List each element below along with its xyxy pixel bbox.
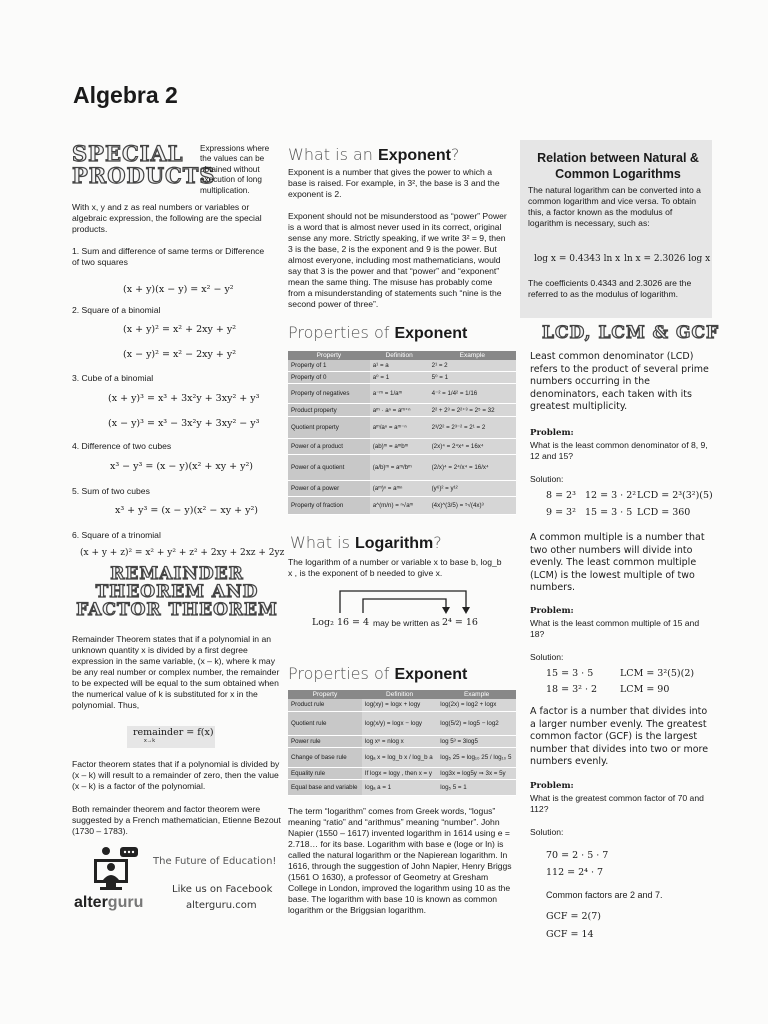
special-item-2-formula-a: (x + y)² = x² + 2xy + y² bbox=[123, 324, 237, 335]
may-be-written-label: may be written as bbox=[373, 618, 440, 628]
website-link[interactable]: alterguru.com bbox=[186, 900, 257, 911]
logarithm-definition: The logarithm of a number or variable x to base b, log_b x , is the exponent of b needed to give x. bbox=[288, 557, 502, 578]
special-item-2-label: 2. Square of a binomial bbox=[72, 305, 161, 315]
table-row: Power rule log xⁿ = nlog x log 5³ = 3log5 bbox=[288, 735, 516, 747]
properties-logarithm-heading: Properties of Exponent bbox=[288, 664, 468, 683]
remainder-theorem-text: Remainder Theorem states that if a polynomial in an unknown quantity x is divided by a first degree expression in the same variable, (x – k), where k may be any real number or complex number, the remainder to be expected will be equal to the sum obtained when the numerical value of k is substituted for x in the polynomial. Thus, bbox=[72, 634, 280, 710]
gcf-result: GCF = 14 bbox=[546, 929, 594, 940]
problem-3-text: What is the greatest common factor of 70 and 112? bbox=[530, 793, 704, 814]
table-row: Power of a power (aᵐ)ⁿ = aᵐⁿ (y⁶)² = y¹² bbox=[288, 481, 516, 497]
properties-exponent-table bbox=[288, 351, 516, 515]
exponent-definition: Exponent is a number that gives the power to which a base is raised. For example, in 3², the base is 3 and the exponent is 2. bbox=[288, 167, 500, 199]
table-row: Product property aᵐ · aⁿ = aᵐ⁺ⁿ 2² + 2³ = 2²⁺³ = 2⁵ = 32 bbox=[288, 404, 516, 417]
lcd-step: 15 = 3 · 5 bbox=[585, 507, 633, 518]
problem-label-3: Problem: bbox=[530, 781, 574, 791]
special-item-4-label: 4. Difference of two cubes bbox=[72, 441, 172, 451]
table-row: Change of base rule logₐ x = log_b x / log_b a log₅ 25 = log₁₀ 25 / log₁₀ 5 bbox=[288, 747, 516, 767]
special-item-6-formula: (x + y + z)² = x² + y² + z² + 2xy + 2xz + 2yz bbox=[80, 548, 285, 558]
brand-tagline: The Future of Education! bbox=[153, 856, 277, 867]
table-row: Property of 1 a¹ = a 2¹ = 2 bbox=[288, 360, 516, 372]
lcm-definition: A common multiple is a number that two other numbers will divide into evenly. The least common multiple (LCM) is the lowest multiple of two numbers. bbox=[530, 532, 705, 593]
exponent-heading: What is an Exponent? bbox=[288, 145, 460, 164]
properties-exponent-heading: Properties of Exponent bbox=[288, 323, 468, 342]
special-item-3-label: 3. Cube of a binomial bbox=[72, 373, 154, 383]
relation-heading: Relation between Natural & Common Logarithms bbox=[537, 151, 699, 181]
facebook-like-link[interactable]: Like us on Facebook bbox=[172, 884, 273, 895]
lcm-step: LCM = 90 bbox=[620, 684, 670, 695]
table-header: Definition bbox=[362, 690, 437, 699]
logarithm-heading: What is Logarithm? bbox=[290, 533, 442, 552]
problem-2-text: What is the least common multiple of 15 and 18? bbox=[530, 618, 700, 639]
lcd-step: 9 = 3² bbox=[546, 507, 576, 518]
bezout-text: Both remainder theorem and factor theorem were suggested by a French mathematician, Etienne Bezout (1730 – 1783). bbox=[72, 804, 281, 836]
table-row: Property of negatives a⁻ᵐ = 1/aᵐ 4⁻² = 1/4² = 1/16 bbox=[288, 384, 516, 404]
exponent-power-note: Exponent should not be misunderstood as “power” Power is a word that is almost never used in its correct, original sense any more. Strictly speaking, if we write 3² = 9, then 3 is the base, 2 is the exponent and 9 is the power. But almost everyone, including most mathematicians, would say that 3 is the power and that “power” and “exponent” mean the same thing. The misuse has probably come from a misunderstanding of statements such “nine is the second power of three”. bbox=[288, 211, 507, 309]
page-title: Algebra 2 bbox=[73, 82, 178, 108]
gcf-definition: A factor is a number that divides into a larger number evenly. The greatest common factor (GCF) is the largest number that divides into two or more numbers evenly. bbox=[530, 706, 709, 767]
log-equation: Log₂ 16 = 4 bbox=[312, 617, 370, 628]
problem-label-1: Problem: bbox=[530, 428, 574, 438]
relation-modulus-text: The coefficients 0.4343 and 2.3026 are the referred to as the modulus of logarithm. bbox=[528, 278, 692, 299]
computer-person-icon bbox=[86, 845, 144, 895]
lcd-definition: Least common denominator (LCD) refers to the product of several prime numbers occurring in the denominators, each taken with its greatest multiplicity. bbox=[530, 351, 709, 412]
solution-label-1: Solution: bbox=[530, 474, 564, 484]
relation-formula-1: log x = 0.4343 ln x bbox=[534, 254, 621, 264]
relation-formula-2: ln x = 2.3026 log x bbox=[624, 254, 711, 264]
table-row: Quotient property aᵐ/aⁿ = aᵐ⁻ⁿ 2³/2² = 2³⁻² = 2¹ = 2 bbox=[288, 417, 516, 439]
remainder-formula: remainder = f(x) bbox=[133, 727, 214, 738]
properties-logarithm-table bbox=[288, 690, 516, 796]
special-item-5-label: 5. Sum of two cubes bbox=[72, 486, 150, 496]
logarithm-diagram bbox=[300, 585, 500, 637]
lcd-step: LCD = 2³(3²)(5) bbox=[637, 490, 713, 501]
table-header: Property bbox=[288, 690, 362, 699]
special-item-1-formula: (x + y)(x − y) = x² − y² bbox=[123, 284, 234, 295]
gcf-step: GCF = 2(7) bbox=[546, 911, 601, 922]
lcd-step: LCD = 360 bbox=[637, 507, 691, 518]
lcd-step: 8 = 2³ bbox=[546, 490, 576, 501]
table-row: Product rule log(xy) = logx + logy log(2x) = log2 + logx bbox=[288, 699, 516, 711]
special-item-6-label: 6. Square of a trinomial bbox=[72, 530, 161, 540]
gcf-common-factors: Common factors are 2 and 7. bbox=[546, 890, 663, 900]
special-item-5-formula: x³ + y³ = (x − y)(x² − xy + y²) bbox=[115, 505, 258, 516]
exponential-equation: 2⁴ = 16 bbox=[442, 617, 478, 628]
remainder-formula-sub: x→k bbox=[144, 738, 155, 744]
alterguru-logo: alterguru bbox=[74, 894, 144, 911]
special-side-note: Expressions where the values can be obtained without execution of long multiplication. bbox=[200, 144, 270, 195]
table-header: Example bbox=[437, 690, 516, 699]
table-header: Example bbox=[429, 351, 516, 360]
table-row: Quotient rule log(x/y) = logx − logy log(5/2) = log5 − log2 bbox=[288, 711, 516, 735]
lcm-step: 15 = 3 · 5 bbox=[546, 668, 594, 679]
table-row: Property of 0 a⁰ = 1 5⁰ = 1 bbox=[288, 372, 516, 384]
special-intro: With x, y and z as real numbers or variables or algebraic expression, the following are the special products. bbox=[72, 202, 262, 234]
table-row: Equality rule If logx = logy , then x = y log3x = log5y ⇒ 3x = 5y bbox=[288, 767, 516, 779]
gcf-step: 70 = 2 · 5 · 7 bbox=[546, 850, 609, 861]
table-row: Equal base and variable logₐ a = 1 log₅ 5 = 1 bbox=[288, 779, 516, 795]
remainder-heading: REMAINDER THEOREM AND FACTOR THEOREM bbox=[76, 564, 278, 620]
solution-label-2: Solution: bbox=[530, 652, 564, 662]
table-header: Property bbox=[288, 351, 370, 360]
lcm-step: LCM = 3²(5)(2) bbox=[620, 668, 695, 679]
logarithm-history-text: The term “logarithm” comes from Greek words, “logus” meaning “ratio” and “arithmus” meaning “number”. John Napier (1550 – 1617) invented logarithm in 1614 using e = 2.718… for its base. Logarithm with base e (loge or ln) is called the natural logarithm or the Napierean logarithm. In 1616, through the suggestion of John Napier, Henry Briggs (1561 O 1630), a professor of Geometry at Gresham College in London, improved the logarithm using 10 as the base. The logarithm with base 10 is known as common logarithm or the Briggsian logarithm. bbox=[288, 806, 512, 915]
lcd-step: 12 = 3 · 2² bbox=[585, 490, 637, 501]
special-item-4-formula: x³ − y³ = (x − y)(x² + xy + y²) bbox=[110, 461, 253, 472]
relation-text: The natural logarithm can be converted into a common logarithm and vice versa. To obtain this, a factor known as the modulus of logarithm is necessary, such as: bbox=[528, 185, 701, 228]
gcf-step: 112 = 2⁴ · 7 bbox=[546, 867, 604, 878]
solution-label-3: Solution: bbox=[530, 827, 564, 837]
problem-1-text: What is the least common denominator of 8, 9, 12 and 15? bbox=[530, 440, 708, 461]
special-products-heading: SPECIAL PRODUCTS bbox=[72, 141, 216, 189]
table-row: Power of a quotient (a/b)ᵐ = aᵐ/bᵐ (2/x)⁴ = 2⁴/x⁴ = 16/x⁴ bbox=[288, 455, 516, 481]
special-item-2-formula-b: (x − y)² = x² − 2xy + y² bbox=[123, 349, 237, 360]
special-item-1-label: 1. Sum and difference of same terms or Difference of two squares bbox=[72, 246, 265, 267]
problem-label-2: Problem: bbox=[530, 606, 574, 616]
factor-theorem-text: Factor theorem states that if a polynomial is divided by (x – k) will result to a remainder of zero, then the value (x – k) is a factor of the polynomial. bbox=[72, 759, 280, 791]
special-item-3-formula-a: (x + y)³ = x³ + 3x²y + 3xy² + y³ bbox=[108, 393, 260, 404]
lcd-lcm-gcf-heading: LCD, LCM & GCF bbox=[542, 323, 720, 343]
special-item-3-formula-b: (x − y)³ = x³ − 3x²y + 3xy² − y³ bbox=[108, 418, 260, 429]
lcm-step: 18 = 3² · 2 bbox=[546, 684, 598, 695]
remainder-formula-box bbox=[127, 726, 215, 748]
table-header: Definition bbox=[370, 351, 429, 360]
relation-box bbox=[520, 140, 712, 318]
table-row: Property of fraction a^(m/n) = ⁿ√aᵐ (4x)^(3/5) = ⁵√(4x)³ bbox=[288, 497, 516, 515]
table-row: Power of a product (ab)ᵐ = aᵐbᵐ (2x)⁴ = 2⁴x⁴ = 16x⁴ bbox=[288, 439, 516, 455]
